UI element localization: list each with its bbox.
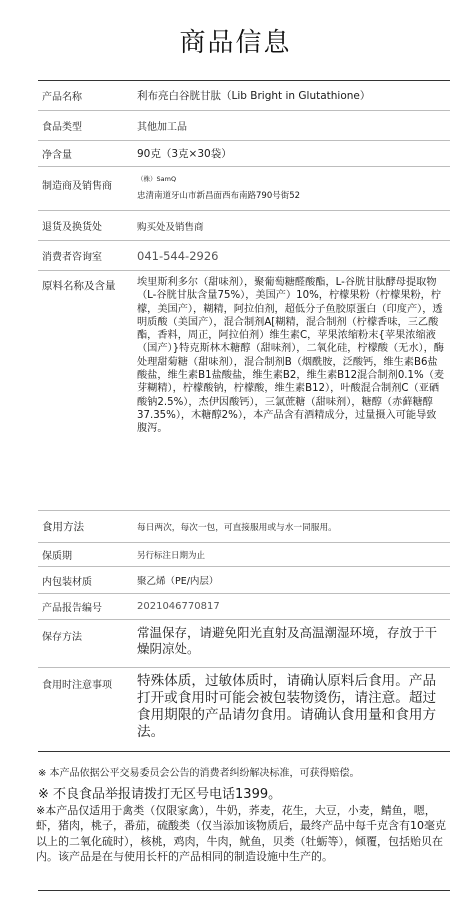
allergen-note: ※本产品仅适用于禽类（仅限家禽），牛奶，荞麦，花生，大豆，小麦，鲭鱼，嗯，虾，猪肉，桃子，番茄，硫酸类（仅当添加该物质后，最终产品中每千克含有10毫克以上的二氧化硫时），核桃，鸡肉，牛肉，鱿鱼，贝类（牡蛎等），倾覆，包括贻贝在内。该产品是在与使用长杆的产品相同的制造设施中生产的。	[36, 804, 446, 863]
row-value: 常温保存，请避免阳光直射及高温潮湿环境，存放于干燥阴凉处。	[137, 625, 438, 656]
report-hotline-note: ※ 不良食品举报请拨打无区号电话1399。	[38, 787, 282, 802]
row-report-number	[38, 594, 450, 620]
row-label: 产品报告编号	[42, 603, 102, 614]
page-title: 商品信息	[179, 28, 292, 58]
row-label: 保存方法	[42, 632, 82, 643]
row-consumer-hotline	[38, 241, 450, 271]
row-value: 购买处及销售商	[137, 221, 204, 233]
row-label: 净含量	[42, 150, 72, 161]
row-manufacturer	[38, 167, 450, 211]
company-address: 忠清南道牙山市新昌面西布南路790号街52	[137, 191, 301, 201]
row-net-content	[38, 141, 450, 167]
row-label: 产品名称	[42, 92, 82, 103]
report-number: 2021046770817	[137, 601, 220, 612]
ingredients-text: 埃里斯利多尔（甜味剂），聚葡萄糖醛酸酯，L-谷胱甘肽酵母提取物（L-谷胱甘肽含量75%），美国产）10%，柠檬果粉（柠檬果粉，柠檬，美国产），糊精，阿拉伯剂，超低分子鱼胶原蛋白（印度产），透明质酸（美国产），混合制剂A[糊精，混合制剂（柠檬香味，三乙酸酯，香料，周正，阿拉伯剂）维生素C，苹果浓缩粉末{苹果浓缩液（国产）}特克斯林木糖醇（甜味剂），二氧化硅，柠檬酸（无水），酶处理甜菊糖（甜味剂），混合制剂B（烟酰胺，泛酸钙，维生素B6盐酸盐，维生素B1盐酸盐，维生素B2，维生素B12混合制剂0.1%（麦芽糊精），柠檬酸钠，柠檬酸，维生素B12），叶酸混合制剂C（亚硒酸钠2.5%），杰伊因酸钙），三氯蔗糖（甜味剂），糖醇（赤藓糖醇37.35%），木糖醇2%），本产品含有酒精成分，过量摄入可能导致腹泻。	[137, 277, 445, 435]
phone-number: 041-544-2926	[137, 248, 219, 263]
row-label: 保质期	[42, 551, 72, 562]
row-value: 每日两次，每次一包，可直接服用或与水一同服用。	[137, 522, 337, 533]
row-label: 退货及换货处	[42, 222, 102, 233]
row-value: 其他加工品	[137, 122, 187, 133]
row-packaging	[38, 567, 450, 594]
row-label: 制造商及销售商	[42, 181, 112, 192]
bottom-divider	[38, 890, 450, 891]
row-label: 内包装材质	[42, 576, 92, 588]
row-storage	[38, 620, 450, 668]
row-label: 原料名称及含量	[42, 280, 116, 292]
company-name: （株）SamQ	[137, 175, 177, 183]
compensation-note: ※ 本产品依据公平交易委员会公告的消费者纠纷解决标准，可获得赔偿。	[38, 768, 360, 779]
row-value: 特殊体质，过敏体质时，请确认原料后食用。产品打开或食用时可能会被包装物烫伤，请注意。超过食用期限的产品请勿食用。请确认食用量和食用方法。	[137, 673, 437, 740]
row-label: 食用方法	[42, 521, 84, 533]
row-value: 另行标注日期为止	[137, 550, 206, 561]
row-value: 聚乙烯（PE/内层）	[137, 576, 219, 587]
row-returns	[38, 211, 450, 241]
row-label: 食用时注意事项	[42, 680, 112, 691]
row-value: 利布亮白谷胱甘肽（Lib Bright in Glutathione）	[137, 90, 371, 102]
row-label: 消费者咨询室	[42, 252, 102, 263]
row-value-group	[137, 167, 450, 210]
row-usage	[38, 511, 450, 543]
row-food-type	[38, 111, 450, 141]
product-info-table	[38, 80, 450, 752]
row-precautions	[38, 668, 450, 752]
row-product-name	[38, 81, 450, 111]
row-shelf-life	[38, 543, 450, 567]
row-ingredients	[38, 271, 450, 511]
row-value: 90克（3克×30袋）	[137, 148, 232, 160]
row-label: 食品类型	[42, 122, 82, 133]
